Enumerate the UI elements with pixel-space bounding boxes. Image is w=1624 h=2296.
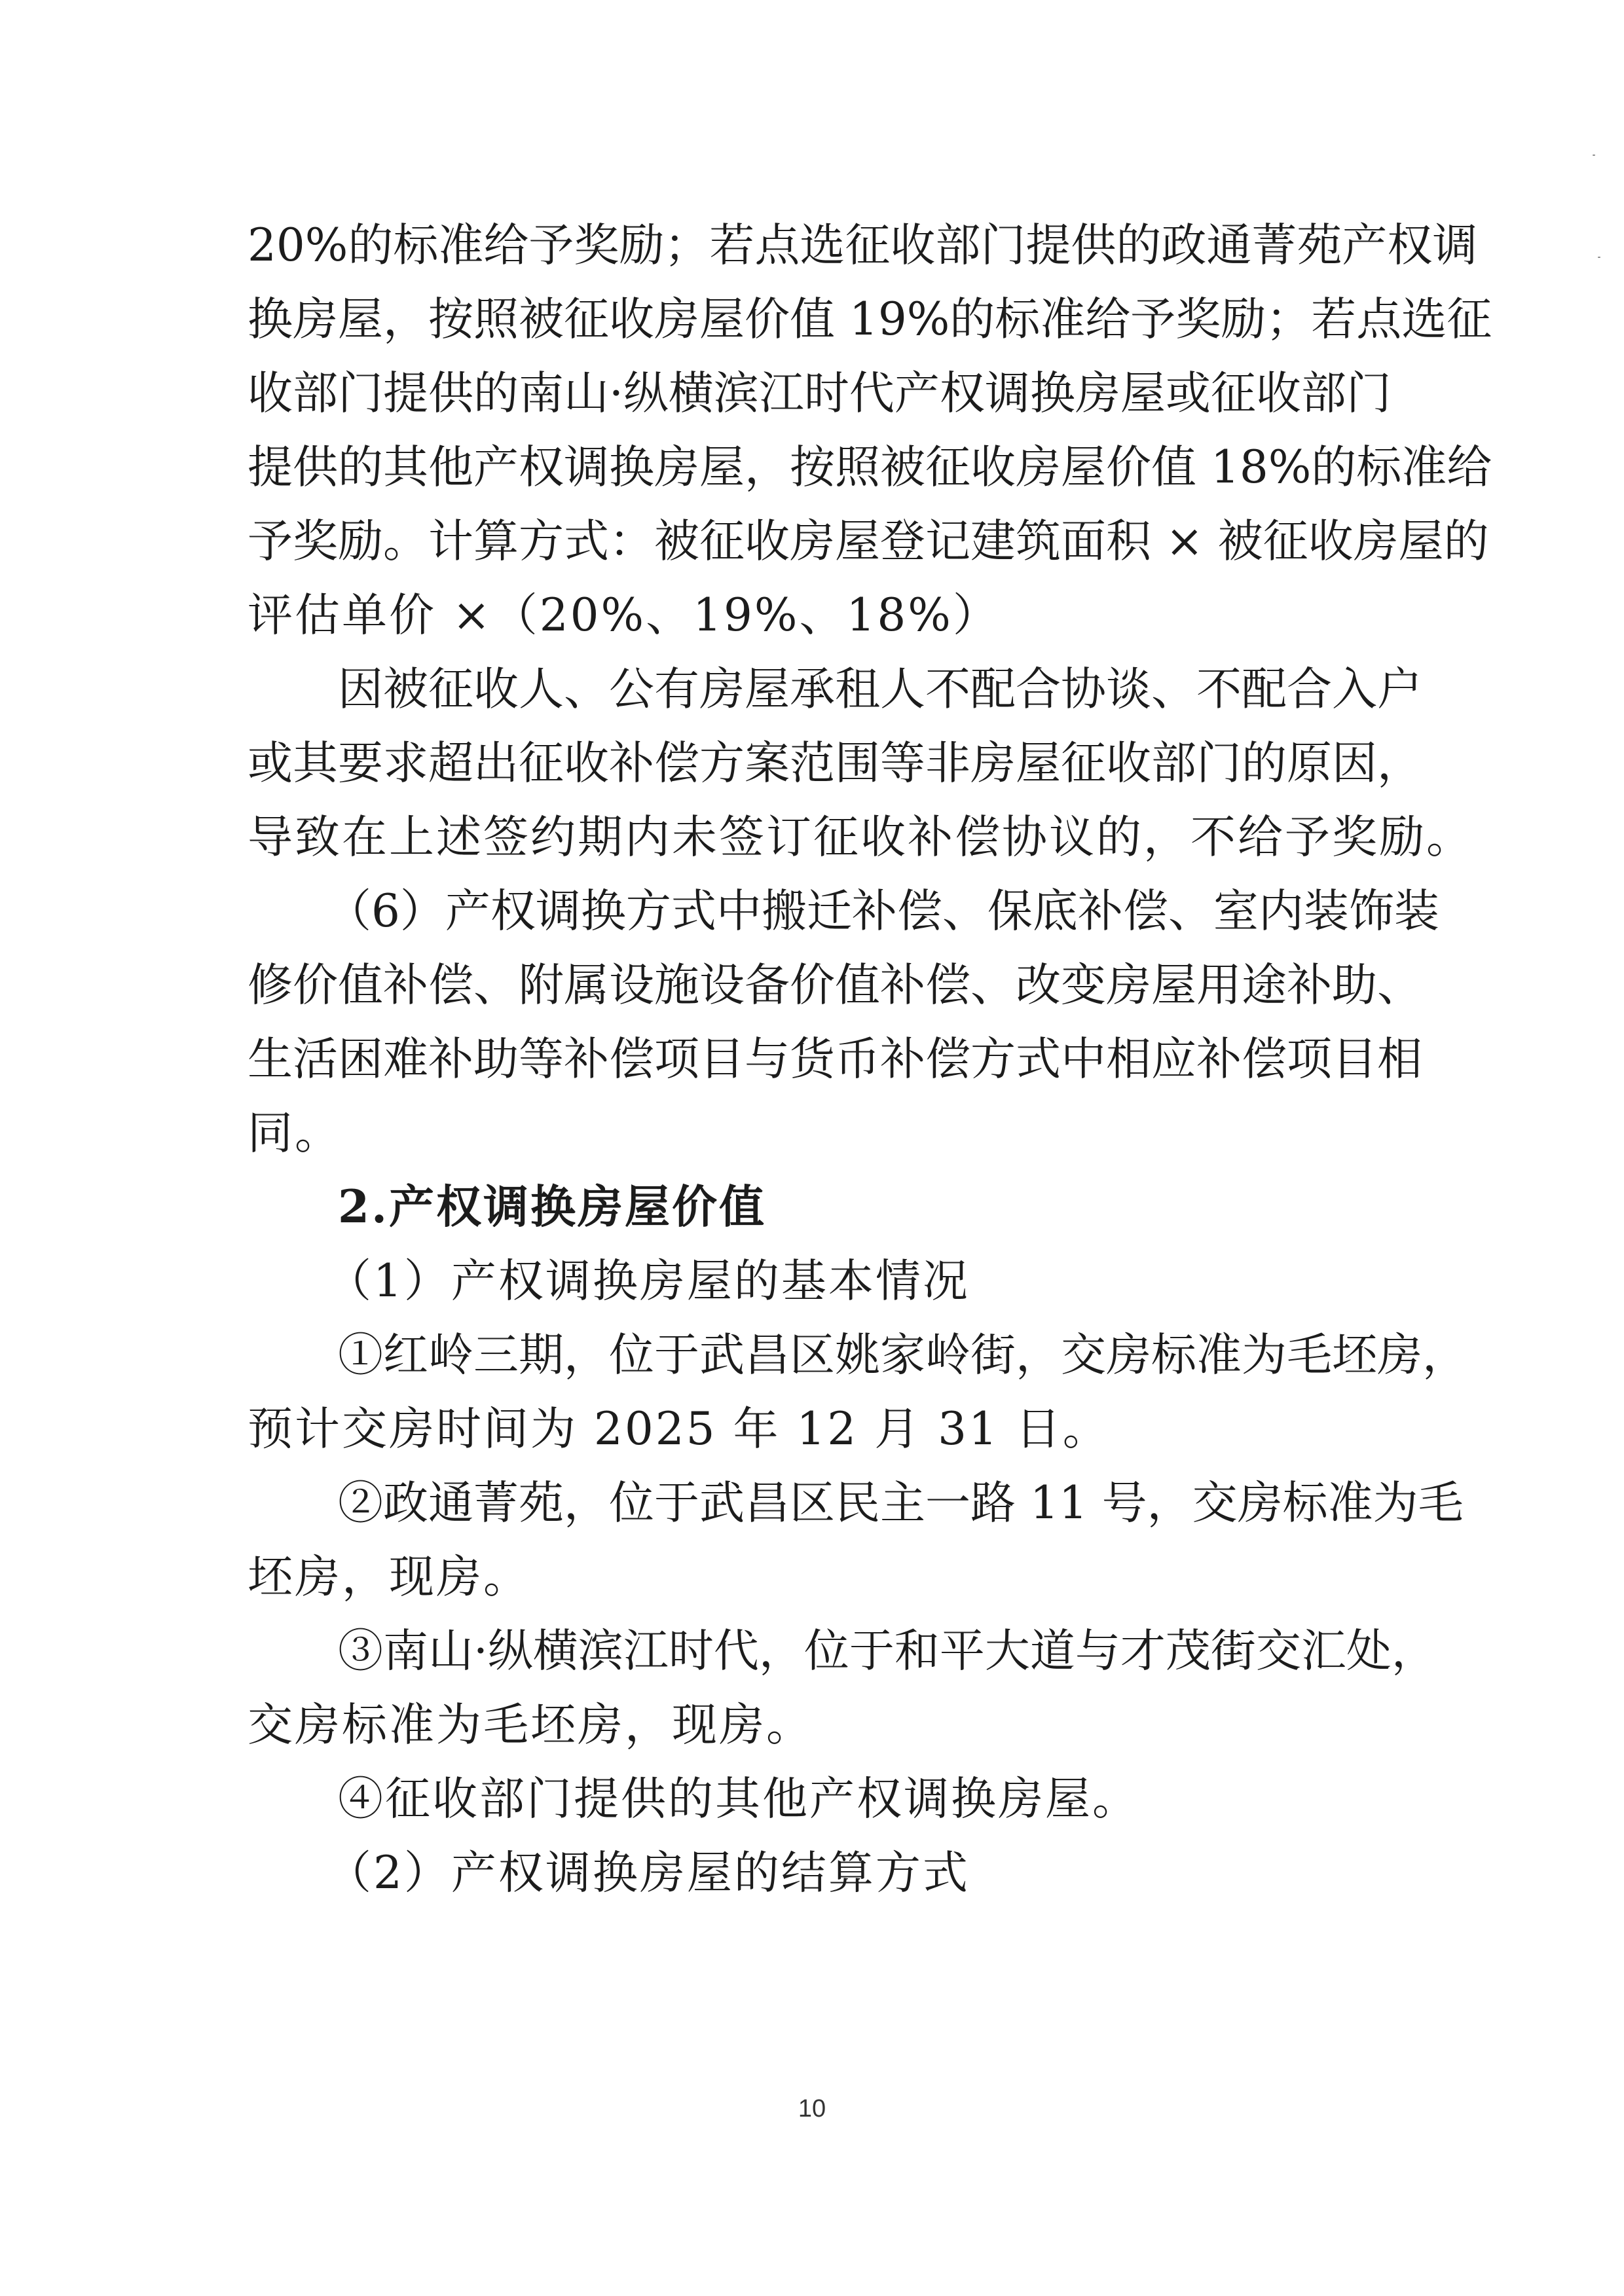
text-line: 同。: [248, 1107, 342, 1159]
list-item: ①红岭三期，位于武昌区姚家岭街，交房标准为毛坯房，: [338, 1329, 1467, 1381]
text-line: 20%的标准给予奖励；若点选征收部门提供的政通菁苑产权调: [248, 219, 1478, 272]
section-heading: 2.产权调换房屋价值: [338, 1180, 767, 1233]
scan-speck: [1593, 155, 1595, 156]
text-line: 修价值补偿、附属设施设备价值补偿、改变房屋用途补助、: [248, 959, 1422, 1011]
scan-speck: [1598, 257, 1600, 258]
list-item: ④征收部门提供的其他产权调换房屋。: [338, 1773, 1139, 1825]
subsection-heading: （1）产权调换房屋的基本情况: [326, 1255, 970, 1307]
text-line: 予奖励。计算方式：被征收房屋登记建筑面积 × 被征收房屋的: [248, 515, 1489, 568]
text-line: 或其要求超出征收补偿方案范围等非房屋征收部门的原因，: [248, 737, 1422, 790]
text-line: 预计交房时间为 2025 年 12 月 31 日。: [248, 1403, 1110, 1455]
text-line: 收部门提供的南山·纵横滨江时代产权调换房屋或征收部门: [248, 367, 1392, 420]
list-item: ②政通菁苑，位于武昌区民主一路 11 号，交房标准为毛: [338, 1477, 1464, 1529]
text-line: 交房标准为毛坯房，现房。: [248, 1699, 813, 1751]
text-line: 提供的其他产权调换房屋，按照被征收房屋价值 18%的标准给: [248, 441, 1492, 494]
text-line: 导致在上述签约期内未签订征收补偿协议的，不给予奖励。: [248, 811, 1473, 864]
page-number: 10: [798, 2095, 826, 2123]
text-line: 生活困难补助等补偿项目与货币补偿方式中相应补偿项目相: [248, 1033, 1422, 1085]
list-item: ③南山·纵横滨江时代，位于和平大道与才茂街交汇处，: [338, 1625, 1437, 1677]
text-line: 评估单价 ×（20%、19%、18%）: [248, 589, 1000, 642]
text-line: 坯房，现房。: [248, 1551, 530, 1603]
document-body: [248, 219, 1492, 1924]
paragraph-start: （6）产权调换方式中搬迁补偿、保底补偿、室内装饰装: [326, 885, 1439, 938]
text-line: 换房屋，按照被征收房屋价值 19%的标准给予奖励；若点选征: [248, 293, 1492, 346]
subsection-heading: （2）产权调换房屋的结算方式: [326, 1847, 970, 1899]
paragraph-start: 因被征收人、公有房屋承租人不配合协谈、不配合入户: [338, 663, 1422, 716]
